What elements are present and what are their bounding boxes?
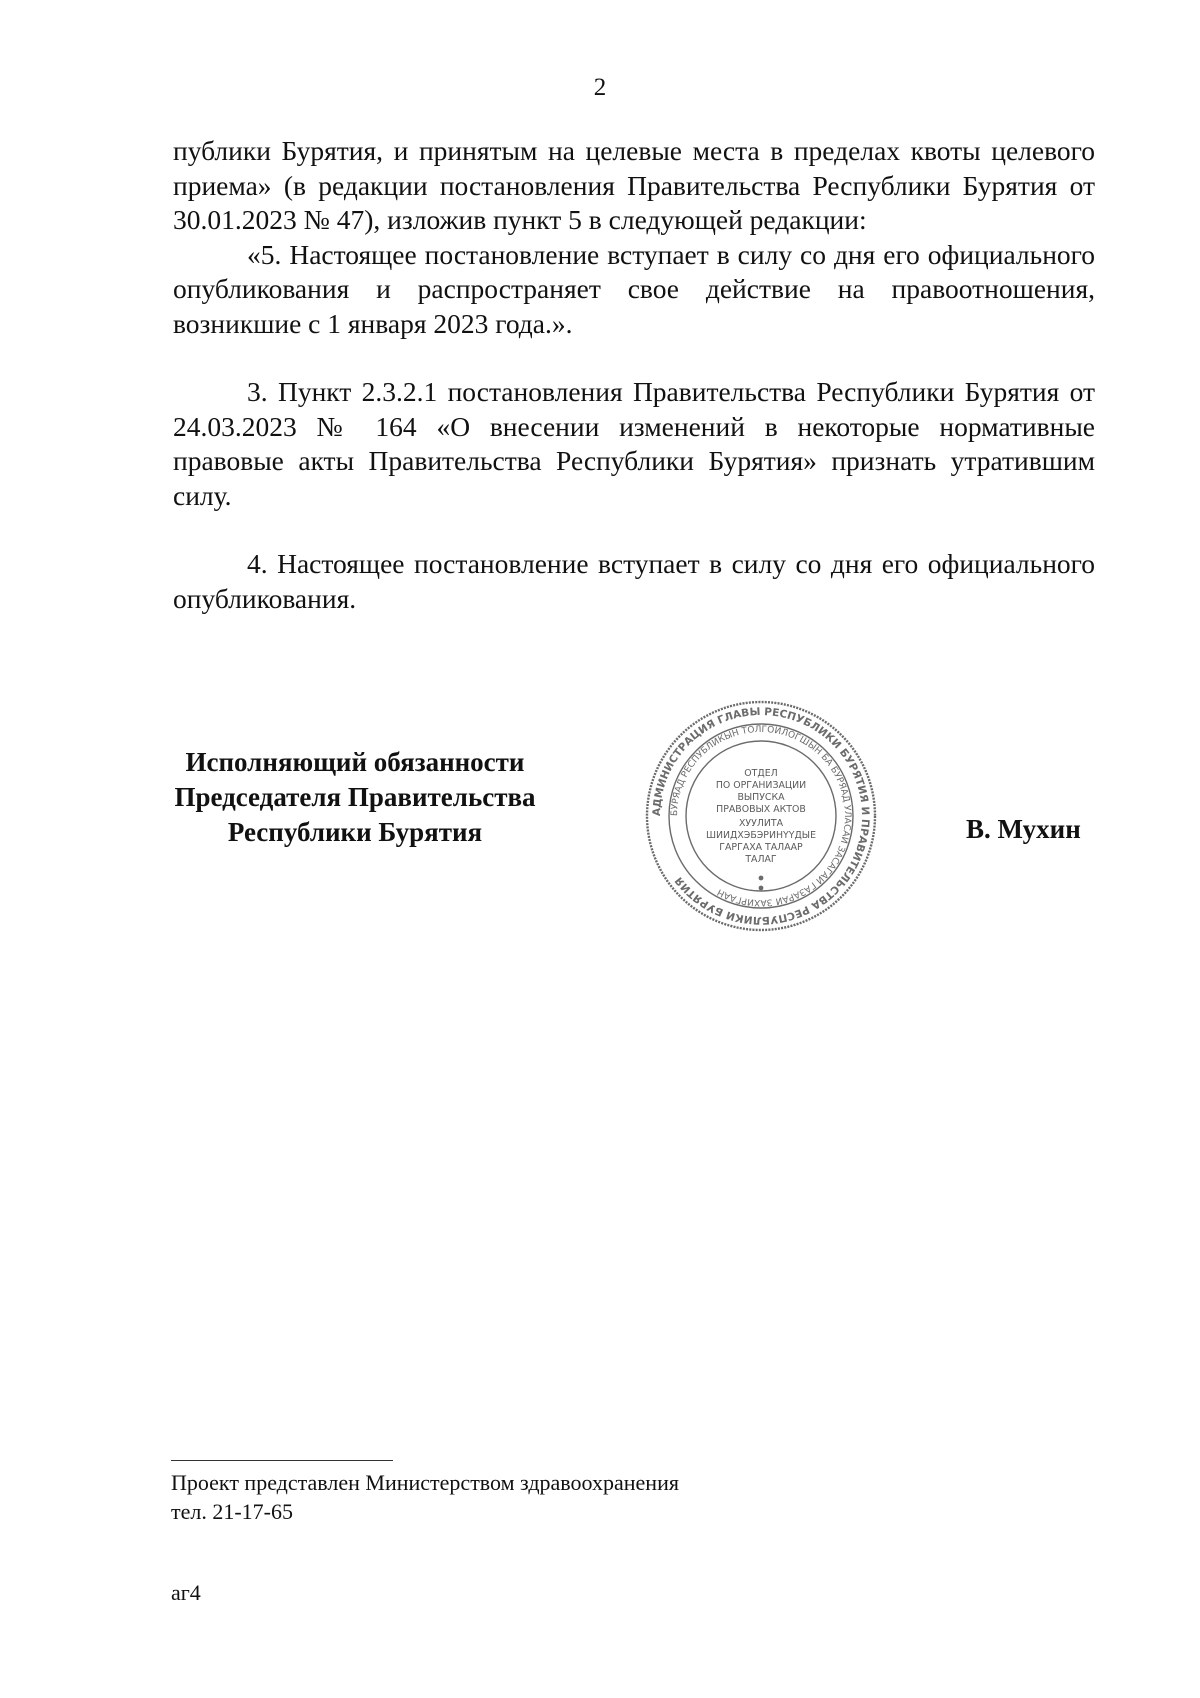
paragraph-3: 3. Пункт 2.3.2.1 постановления Правительства Республики Бурятия от 24.03.2023 № 164 «О внесении изменений в некоторые нормативные правовые акты Правительства Республики Бурятия» признать утратившим силу. [173, 376, 1095, 511]
document-body [173, 134, 1095, 616]
quoted-clause-5: «5. Настоящее постановление вступает в силу со дня его официального опубликования и распространяет свое действие на правоотношения, возникшие с 1 января 2023 года.». [173, 238, 1095, 339]
seal-outer-ring-text: АДМИНИСТРАЦИЯ ГЛАВЫ РЕСПУБЛИКИ БУРЯТИЯ И ПРАВИТЕЛЬСТВА РЕСПУБЛИКИ БУРЯТИЯ [650, 705, 872, 927]
svg-text:АДМИНИСТРАЦИЯ ГЛАВЫ РЕСПУБЛИКИ [651, 706, 871, 926]
signatory-title-line: Председателя Правительства [174, 782, 536, 812]
seal-center-line: ШИИДХЭБЭРИНҮҮДЫЕ [705, 830, 817, 841]
seal-center-line: ХУУЛИТА [738, 818, 784, 829]
document-code: аг4 [171, 1580, 201, 1605]
signatory-name: В. Мухин [966, 814, 1081, 844]
footer-divider [171, 1460, 393, 1461]
seal-center-line: ПРАВОВЫХ АКТОВ [716, 804, 806, 815]
paragraph-continuation: публики Бурятия, и принятым на целевые места в пределах квоты целевого приема» (в редакции постановления Правительства Республики Бурятия от 30.01.2023 № 47), изложив пункт 5 в следующей редакции: [173, 135, 1095, 235]
seal-center-line: ПО ОРГАНИЗАЦИИ [715, 780, 807, 791]
page-number: 2 [593, 74, 607, 101]
signatory-title-line: Республики Бурятия [227, 817, 483, 847]
seal-star-dot [759, 886, 764, 891]
footer-line-text: Проект представлен Министерством здравоохранения [171, 1470, 679, 1495]
seal-inner-ring-text: БУРЯАД РЕСПУБЛИКЫН ТОЛГОЙЛОГШЫН БА БУРЯАД УЛАСАЙ ЗАСАГАЙ ГАЗАРАЙ ЗАХИРГААН [669, 724, 853, 908]
seal-center-line: ГАРГАХА ТАЛААР [719, 842, 803, 853]
seal-center-line: ТАЛАГ [745, 854, 777, 865]
seal-star-dot [759, 876, 764, 881]
seal-center-line: ВЫПУСКА [737, 792, 785, 803]
signatory-title [150, 745, 560, 850]
footer-line-text: тел. 21-17-65 [171, 1499, 294, 1524]
official-seal [643, 698, 879, 934]
paragraph-4: 4. Настоящее постановление вступает в силу со дня его официального опубликования. [173, 548, 1095, 614]
seal-center-line: ОТДЕЛ [744, 768, 778, 779]
footer-note [171, 1468, 679, 1526]
signatory-title-line: Исполняющий обязанности [185, 747, 525, 777]
